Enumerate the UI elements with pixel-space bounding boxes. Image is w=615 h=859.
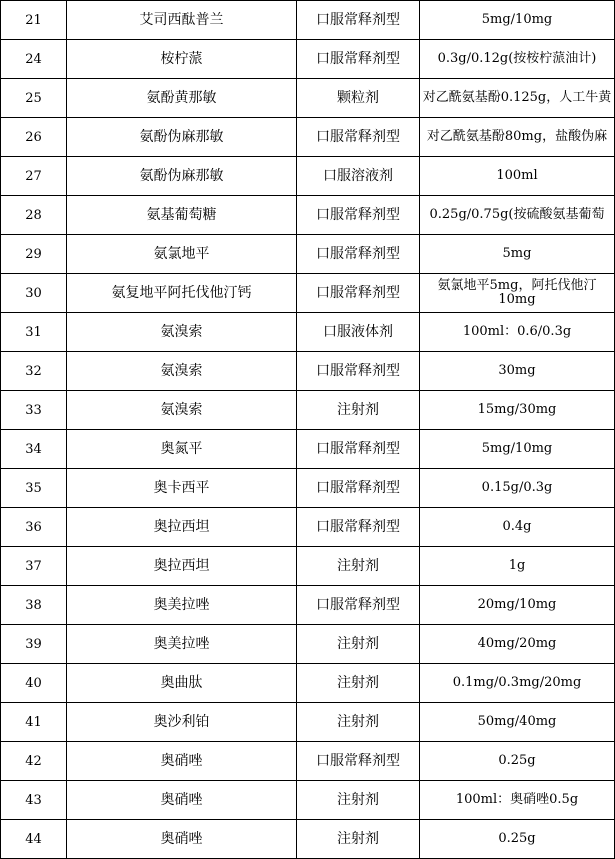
drug-name: 氨溴索 — [67, 313, 297, 352]
drug-table-body — [1, 1, 615, 859]
table-row — [1, 79, 615, 118]
drug-name: 桉柠蒎 — [67, 40, 297, 79]
specification: 0.25g/0.75g(按硫酸氨基葡萄 — [420, 196, 615, 235]
specification: 氨氯地平5mg，阿托伐他汀10mg — [420, 274, 615, 313]
specification: 1g — [420, 547, 615, 586]
dosage-form: 口服常释剂型 — [297, 508, 420, 547]
dosage-form: 口服液体剂 — [297, 313, 420, 352]
table-row — [1, 508, 615, 547]
row-number: 21 — [1, 1, 67, 40]
drug-name: 奥美拉唑 — [67, 586, 297, 625]
dosage-form: 口服常释剂型 — [297, 352, 420, 391]
row-number: 42 — [1, 742, 67, 781]
row-number: 24 — [1, 40, 67, 79]
table-row — [1, 313, 615, 352]
dosage-form: 口服常释剂型 — [297, 586, 420, 625]
drug-name: 奥卡西平 — [67, 469, 297, 508]
table-row — [1, 235, 615, 274]
table-row — [1, 391, 615, 430]
specification: 5mg — [420, 235, 615, 274]
table-row — [1, 430, 615, 469]
specification: 100ml：奥硝唑0.5g — [420, 781, 615, 820]
dosage-form: 注射剂 — [297, 781, 420, 820]
dosage-form: 口服常释剂型 — [297, 274, 420, 313]
row-number: 34 — [1, 430, 67, 469]
dosage-form: 口服常释剂型 — [297, 742, 420, 781]
table-row — [1, 274, 615, 313]
specification: 100ml — [420, 157, 615, 196]
table-row — [1, 40, 615, 79]
specification: 0.3g/0.12g(按桉柠蒎油计) — [420, 40, 615, 79]
dosage-form: 注射剂 — [297, 820, 420, 859]
dosage-form: 口服常释剂型 — [297, 1, 420, 40]
dosage-form: 注射剂 — [297, 547, 420, 586]
table-row — [1, 469, 615, 508]
drug-name: 奥硝唑 — [67, 742, 297, 781]
specification: 20mg/10mg — [420, 586, 615, 625]
dosage-form: 口服常释剂型 — [297, 40, 420, 79]
drug-name: 氨溴索 — [67, 391, 297, 430]
table-row — [1, 352, 615, 391]
row-number: 28 — [1, 196, 67, 235]
row-number: 37 — [1, 547, 67, 586]
row-number: 38 — [1, 586, 67, 625]
specification: 对乙酰氨基酚0.125g，人工牛黄 — [420, 79, 615, 118]
specification: 0.15g/0.3g — [420, 469, 615, 508]
dosage-form: 口服溶液剂 — [297, 157, 420, 196]
row-number: 29 — [1, 235, 67, 274]
drug-name: 氨基葡萄糖 — [67, 196, 297, 235]
dosage-form: 口服常释剂型 — [297, 118, 420, 157]
row-number: 31 — [1, 313, 67, 352]
row-number: 39 — [1, 625, 67, 664]
drug-name: 奥硝唑 — [67, 781, 297, 820]
specification: 5mg/10mg — [420, 1, 615, 40]
drug-name: 氨酚伪麻那敏 — [67, 118, 297, 157]
row-number: 26 — [1, 118, 67, 157]
row-number: 43 — [1, 781, 67, 820]
drug-name: 奥硝唑 — [67, 820, 297, 859]
specification: 0.25g — [420, 820, 615, 859]
row-number: 36 — [1, 508, 67, 547]
table-row — [1, 157, 615, 196]
dosage-form: 口服常释剂型 — [297, 430, 420, 469]
drug-name: 奥拉西坦 — [67, 547, 297, 586]
table-row — [1, 742, 615, 781]
row-number: 30 — [1, 274, 67, 313]
drug-name: 奥美拉唑 — [67, 625, 297, 664]
specification: 30mg — [420, 352, 615, 391]
table-row — [1, 703, 615, 742]
row-number: 33 — [1, 391, 67, 430]
drug-name: 氨酚黄那敏 — [67, 79, 297, 118]
specification: 对乙酰氨基酚80mg，盐酸伪麻 — [420, 118, 615, 157]
table-row — [1, 547, 615, 586]
row-number: 41 — [1, 703, 67, 742]
row-number: 35 — [1, 469, 67, 508]
dosage-form: 口服常释剂型 — [297, 469, 420, 508]
table-row — [1, 586, 615, 625]
drug-name: 氨酚伪麻那敏 — [67, 157, 297, 196]
dosage-form: 注射剂 — [297, 664, 420, 703]
table-row — [1, 781, 615, 820]
row-number: 32 — [1, 352, 67, 391]
drug-name: 奥沙利铂 — [67, 703, 297, 742]
drug-name: 艾司西酞普兰 — [67, 1, 297, 40]
specification: 0.1mg/0.3mg/20mg — [420, 664, 615, 703]
drug-name: 奥拉西坦 — [67, 508, 297, 547]
drug-name: 奥氮平 — [67, 430, 297, 469]
row-number: 44 — [1, 820, 67, 859]
drug-name: 氨氯地平 — [67, 235, 297, 274]
row-number: 27 — [1, 157, 67, 196]
table-row — [1, 664, 615, 703]
table-row — [1, 118, 615, 157]
specification: 40mg/20mg — [420, 625, 615, 664]
dosage-form: 颗粒剂 — [297, 79, 420, 118]
specification: 15mg/30mg — [420, 391, 615, 430]
row-number: 40 — [1, 664, 67, 703]
dosage-form: 注射剂 — [297, 391, 420, 430]
table-row — [1, 196, 615, 235]
table-row — [1, 1, 615, 40]
specification: 0.4g — [420, 508, 615, 547]
table-row — [1, 820, 615, 859]
dosage-form: 注射剂 — [297, 625, 420, 664]
dosage-form: 口服常释剂型 — [297, 235, 420, 274]
specification: 100ml：0.6/0.3g — [420, 313, 615, 352]
row-number: 25 — [1, 79, 67, 118]
table-row — [1, 625, 615, 664]
dosage-form: 注射剂 — [297, 703, 420, 742]
specification: 5mg/10mg — [420, 430, 615, 469]
drug-name: 氨溴索 — [67, 352, 297, 391]
drug-name: 奥曲肽 — [67, 664, 297, 703]
specification: 50mg/40mg — [420, 703, 615, 742]
specification: 0.25g — [420, 742, 615, 781]
dosage-form: 口服常释剂型 — [297, 196, 420, 235]
drug-name: 氨复地平阿托伐他汀钙 — [67, 274, 297, 313]
